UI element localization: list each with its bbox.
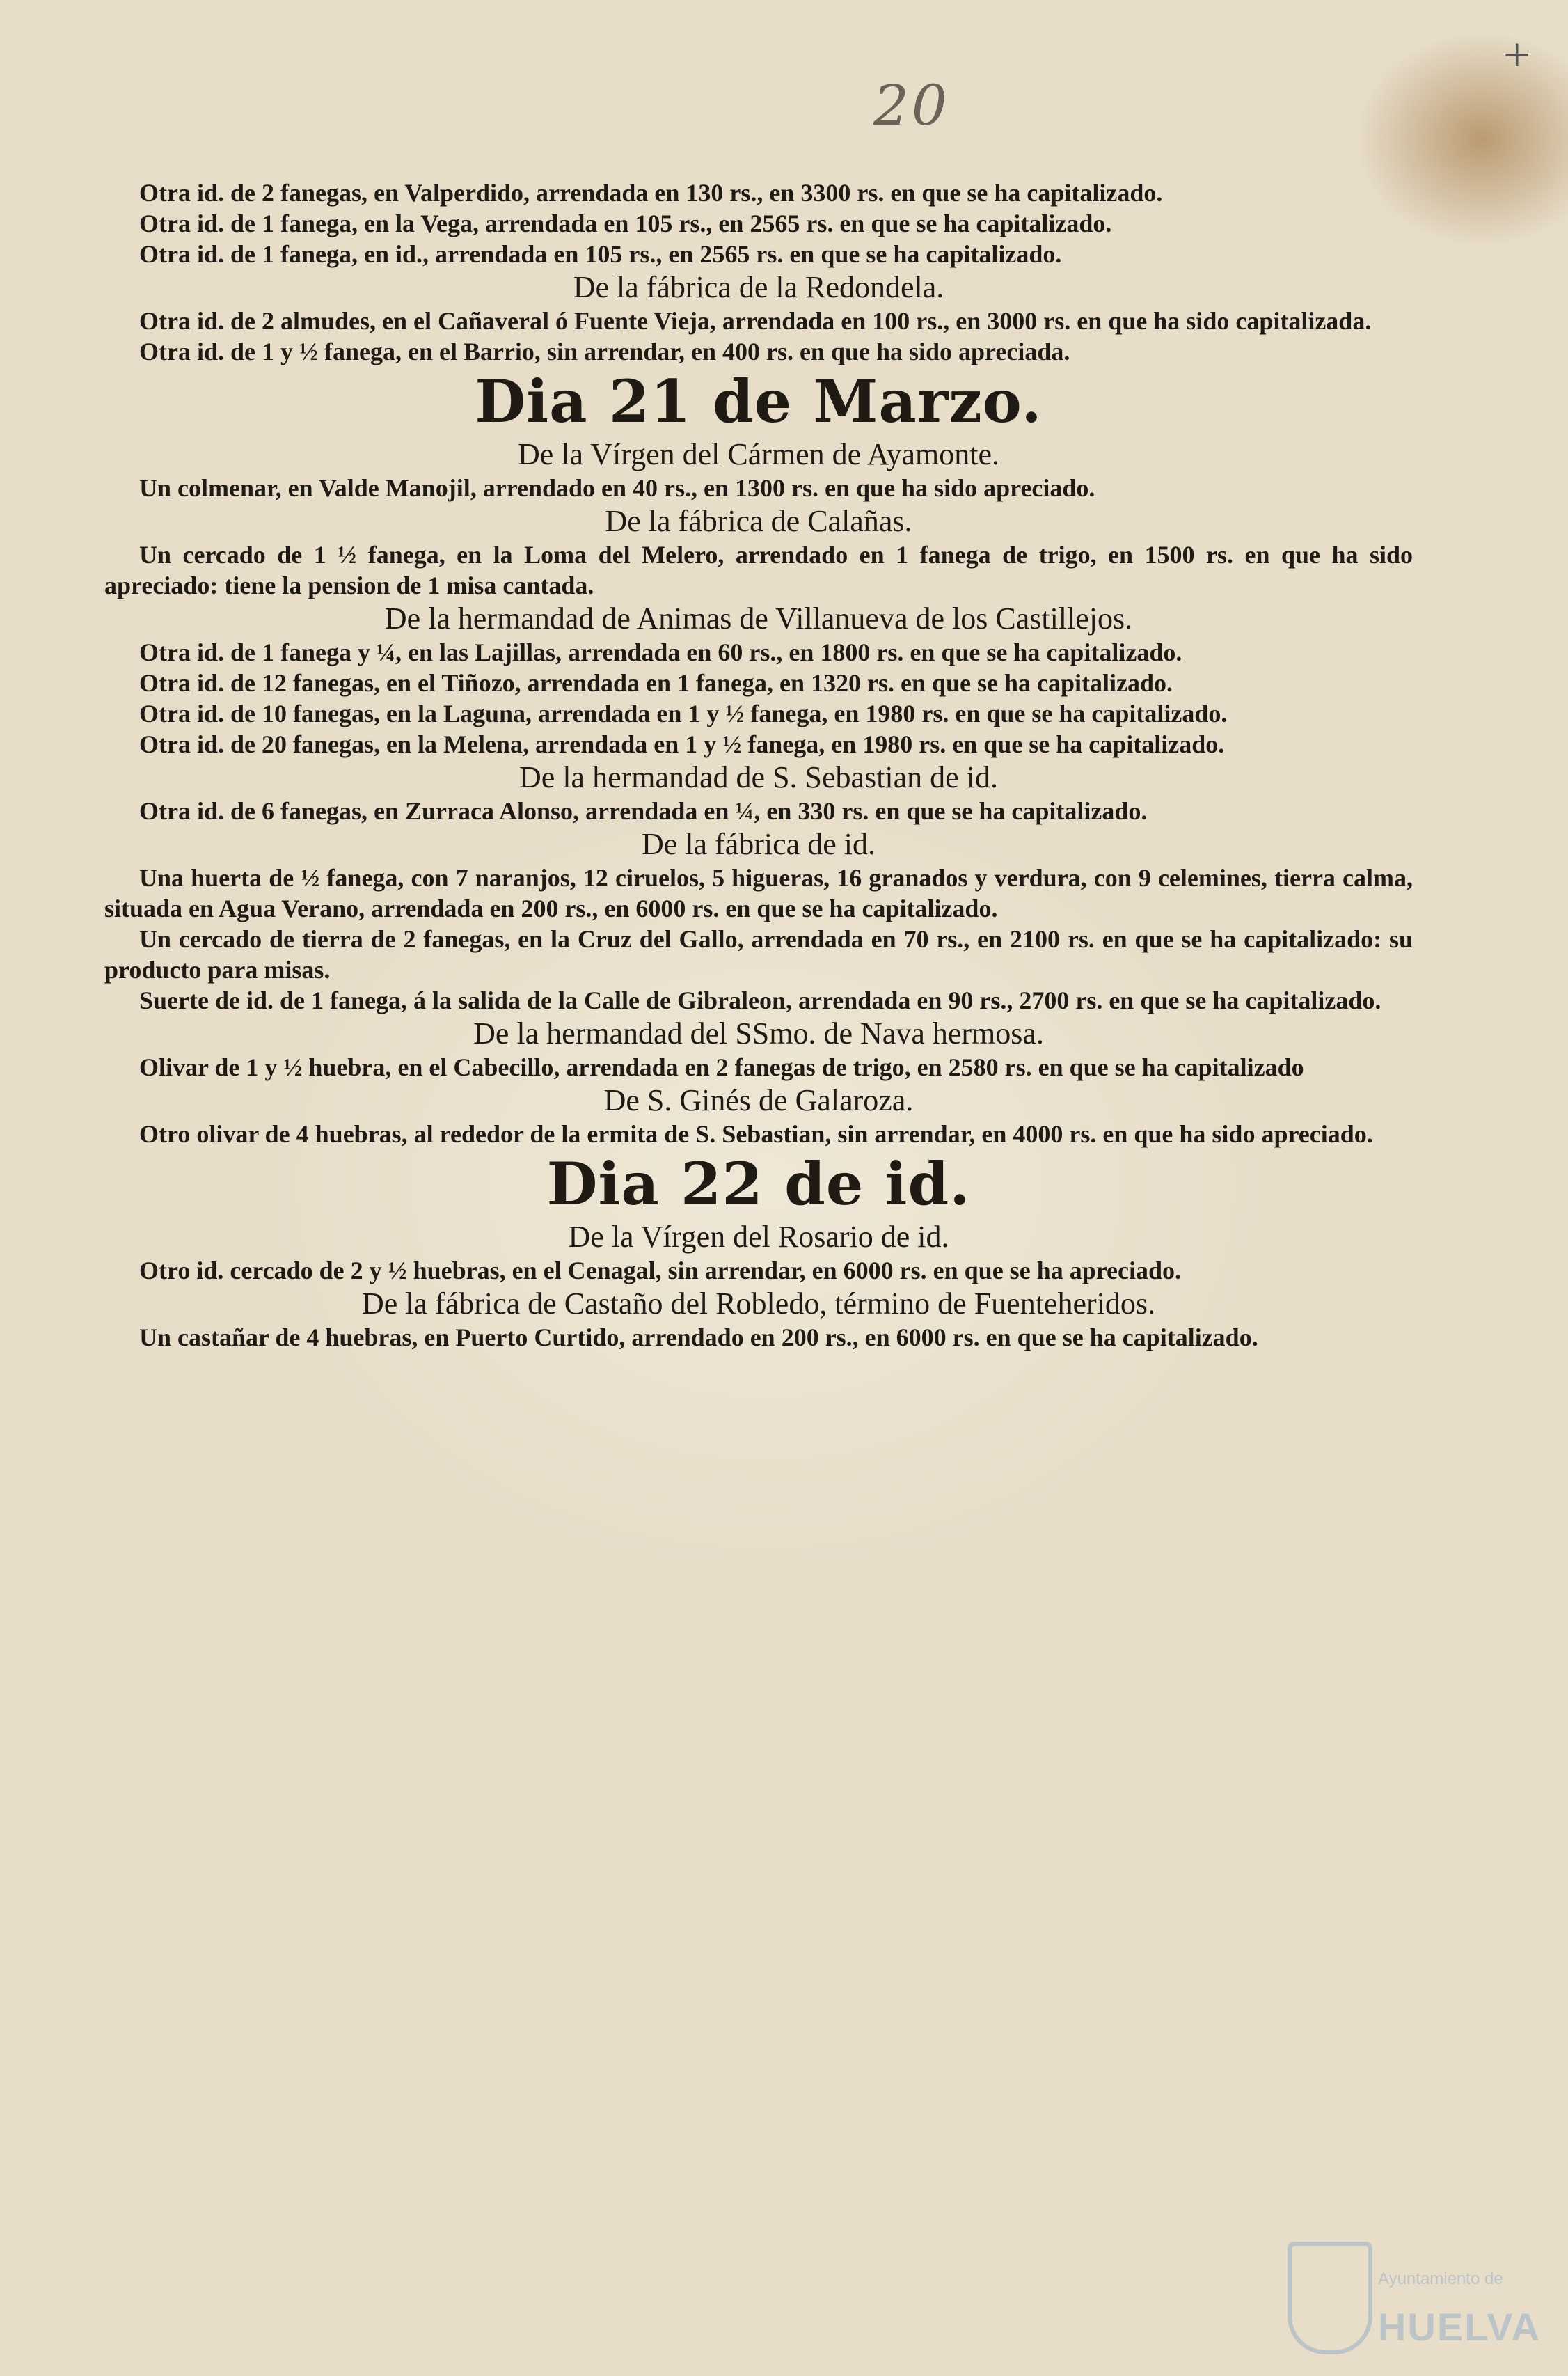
section-heading-nava-hermosa: De la hermandad del SSmo. de Nava hermosa. xyxy=(473,1016,1044,1051)
archive-watermark-logo xyxy=(1274,2235,1541,2360)
entry-5: Otra id. de 1 y ½ fanega, en el Barrio, sin arrendar, en 400 rs. en que ha sido apreciada. xyxy=(139,338,1070,365)
entry-12: Otra id. de 6 fanegas, en Zurraca Alonso, arrendada en ¼, en 330 rs. en que se ha capitalizado. xyxy=(139,797,1148,825)
watermark-small-text: Ayuntamiento de xyxy=(1378,2269,1503,2288)
coat-of-arms-icon xyxy=(1288,2242,1372,2354)
entry-19: Un castañar de 4 huebras, en Puerto Curtido, arrendado en 200 rs., en 6000 rs. en que se ha capitalizado. xyxy=(139,1323,1258,1351)
entry-11: Otra id. de 20 fanegas, en la Melena, arrendada en 1 y ½ fanega, en 1980 rs. en que se ha capitalizado. xyxy=(139,730,1225,758)
section-heading-galaroza: De S. Ginés de Galaroza. xyxy=(603,1083,914,1117)
corner-mark: + xyxy=(1503,29,1531,82)
entry-4: Otra id. de 2 almudes, en el Cañaveral ó Fuente Vieja, arrendada en 100 rs., en 3000 rs. en que ha sido capitalizada. xyxy=(139,307,1372,335)
entry-15: Suerte de id. de 1 fanega, á la salida de la Calle de Gibraleon, arrendada en 90 rs., 2700 rs. en que se ha capitalizado. xyxy=(139,986,1381,1014)
entry-1: Otra id. de 2 fanegas, en Valperdido, arrendada en 130 rs., en 3300 rs. en que se ha capitalizado. xyxy=(139,179,1163,207)
section-heading-s-sebastian: De la hermandad de S. Sebastian de id. xyxy=(519,760,998,794)
day-heading-22: Dia 22 de id. xyxy=(546,1149,971,1218)
entry-16: Olivar de 1 y ½ huebra, en el Cabecillo, arrendada en 2 fanegas de trigo, en 2580 rs. en que se ha capitalizado xyxy=(139,1053,1304,1081)
document-body xyxy=(104,178,1413,1353)
entry-13: Una huerta de ½ fanega, con 7 naranjos, 12 ciruelos, 5 higueras, 16 granados y verdura, con 9 celemines, tierra calma, situada en Agua Verano, arrendada en 200 rs., en 6000 rs. en que se ha capitalizado. xyxy=(104,864,1413,922)
entry-18: Otro id. cercado de 2 y ½ huebras, en el Cenagal, sin arrendar, en 6000 rs. en que se ha apreciado. xyxy=(139,1257,1182,1284)
entry-17: Otro olivar de 4 huebras, al rededor de la ermita de S. Sebastian, sin arrendar, en 4000 rs. en que ha sido apreciado. xyxy=(139,1120,1373,1148)
section-heading-rosario: De la Vírgen del Rosario de id. xyxy=(568,1220,949,1254)
watermark-large-text: HUELVA xyxy=(1378,2305,1541,2349)
entry-2: Otra id. de 1 fanega, en la Vega, arrendada en 105 rs., en 2565 rs. en que se ha capitalizado. xyxy=(139,210,1112,237)
section-heading-castano-robledo: De la fábrica de Castaño del Robledo, término de Fuenteheridos. xyxy=(362,1287,1155,1321)
day-heading-21-marzo: Dia 21 de Marzo. xyxy=(475,367,1043,436)
page-number: 20 xyxy=(873,73,950,138)
entry-7: Un cercado de 1 ½ fanega, en la Loma del Melero, arrendado en 1 fanega de trigo, en 1500 rs. en que ha sido apreciado: tiene la pension de 1 misa cantada. xyxy=(104,541,1413,599)
section-heading-redondela: De la fábrica de la Redondela. xyxy=(573,270,944,304)
entry-6: Un colmenar, en Valde Manojil, arrendado en 40 rs., en 1300 rs. en que ha sido apreciado. xyxy=(139,474,1095,502)
entry-9: Otra id. de 12 fanegas, en el Tiñozo, arrendada en 1 fanega, en 1320 rs. en que se ha capitalizado. xyxy=(139,669,1173,697)
entry-10: Otra id. de 10 fanegas, en la Laguna, arrendada en 1 y ½ fanega, en 1980 rs. en que se ha capitalizado. xyxy=(139,700,1228,727)
section-heading-calanas: De la fábrica de Calañas. xyxy=(605,504,912,538)
entry-14: Un cercado de tierra de 2 fanegas, en la Cruz del Gallo, arrendada en 70 rs., en 2100 rs. en que se ha capitalizado: su producto para misas. xyxy=(104,925,1413,984)
entry-8: Otra id. de 1 fanega y ¼, en las Lajillas, arrendada en 60 rs., en 1800 rs. en que se ha capitalizado. xyxy=(139,638,1182,666)
section-heading-ayamonte: De la Vírgen del Cármen de Ayamonte. xyxy=(517,437,1000,471)
section-heading-animas-villanueva: De la hermandad de Animas de Villanueva de los Castillejos. xyxy=(384,601,1133,636)
section-heading-fabrica-id: De la fábrica de id. xyxy=(642,827,876,861)
entry-3: Otra id. de 1 fanega, en id., arrendada en 105 rs., en 2565 rs. en que se ha capitalizado. xyxy=(139,240,1062,268)
